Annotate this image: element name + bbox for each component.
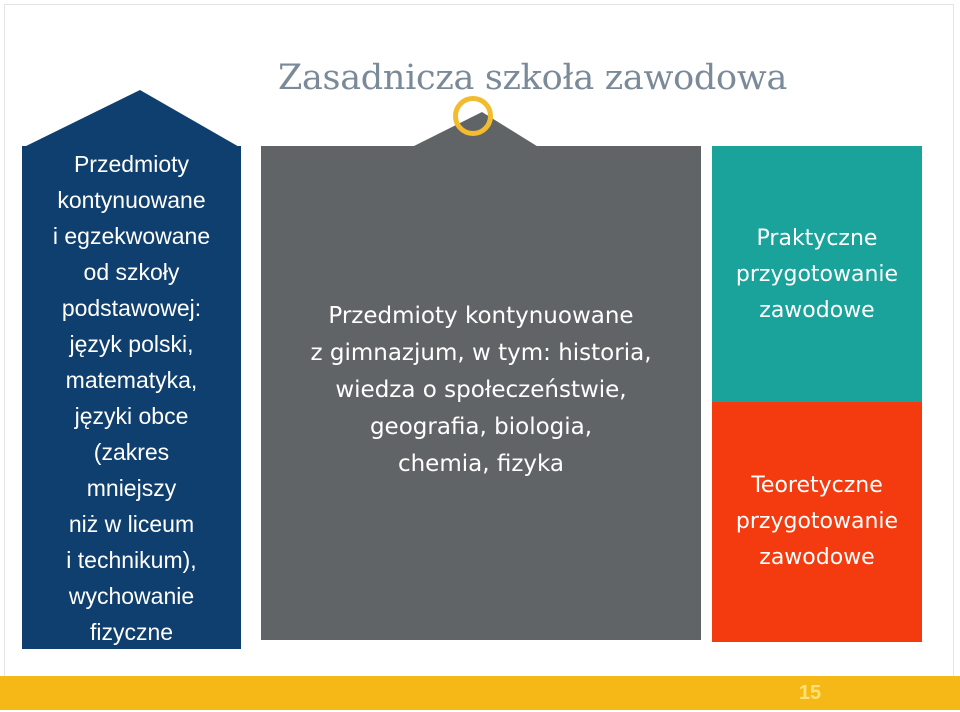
- page-number: 15: [798, 682, 822, 704]
- practical-training-text: Praktyczne przygotowanie zawodowe: [735, 226, 899, 323]
- middle-column-text: Przedmioty kontynuowane z gimnazjum, w tym: historia, wiedza o społeczeństwie, geografia, biologia, chemia, fizyka: [310, 303, 652, 477]
- hanger-ring-icon: [453, 96, 493, 136]
- middle-column-gymnasium-subjects: [261, 146, 701, 640]
- left-column-text: Przedmioty kontynuowane i egzekwowane od szkoły podstawowej: język polski, matematyka, języki obce (zakres mniejszy niż w liceum i technikum), wychowanie fizyczne: [52, 150, 211, 645]
- theoretical-training-box: [712, 402, 922, 642]
- left-roof-shape: [22, 90, 241, 148]
- theoretical-training-text: Teoretyczne przygotowanie zawodowe: [735, 473, 899, 570]
- left-column-continued-subjects: [22, 146, 241, 649]
- practical-training-box: [712, 146, 922, 404]
- slide-title: Zasadnicza szkoła zawodowa: [277, 58, 788, 98]
